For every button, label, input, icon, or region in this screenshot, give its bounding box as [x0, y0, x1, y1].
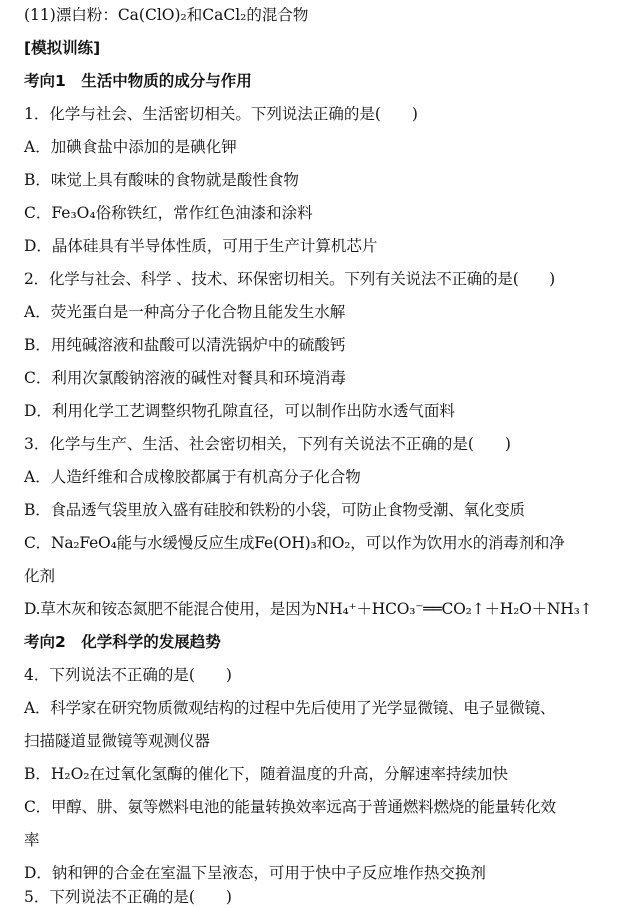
option-a: A．荧光蛋白是一种高分子化合物且能发生水解	[24, 303, 346, 321]
option-c: C．Fe₃O₄俗称铁红，常作红色油漆和涂料	[24, 204, 313, 222]
option-c: C．甲醇、肼、氨等燃料电池的能量转换效率远高于普通燃料燃烧的能量转化效	[24, 798, 556, 816]
text-line: (11)漂白粉：Ca(ClO)₂和CaCl₂的混合物	[24, 6, 309, 24]
option-d: D．钠和钾的合金在室温下呈液态，可用于快中子反应堆作热交换剂	[24, 864, 486, 882]
option-d: D．利用化学工艺调整织物孔隙直径，可以制作出防水透气面料	[24, 402, 455, 420]
subsection-heading: 考向1 生活中物质的成分与作用	[24, 72, 252, 90]
option-a: A．人造纤维和合成橡胶都属于有机高分子化合物	[24, 468, 361, 486]
option-d: D．晶体硅具有半导体性质，可用于生产计算机芯片	[24, 237, 378, 255]
question-4: 4．下列说法不正确的是( )	[24, 666, 232, 684]
option-a: A．科学家在研究物质微观结构的过程中先后使用了光学显微镜、电子显微镜、	[24, 699, 556, 717]
option-a-continued: 扫描隧道显微镜等观测仪器	[24, 732, 211, 750]
question-3: 3．化学与生产、生活、社会密切相关，下列有关说法不正确的是( )	[24, 435, 511, 453]
question-2: 2．化学与社会、科学 、技术、环保密切相关。下列有关说法不正确的是( )	[24, 270, 555, 288]
option-d: D.草木灰和铵态氮肥不能混合使用，是因为NH₄⁺＋HCO₃⁻══CO₂↑＋H₂O＋NH₃↑	[24, 600, 593, 618]
option-c: C．利用次氯酸钠溶液的碱性对餐具和环境消毒	[24, 369, 346, 387]
option-c-continued: 化剂	[24, 567, 56, 585]
question-5: 5．下列说法不正确的是( )	[24, 888, 232, 906]
option-c: C．Na₂FeO₄能与水缓慢反应生成Fe(OH)₃和O₂，可以作为饮用水的消毒剂和净	[24, 534, 565, 552]
option-b: B．食品透气袋里放入盛有硅胶和铁粉的小袋，可防止食物受潮、氧化变质	[24, 501, 525, 519]
question-1: 1．化学与社会、生活密切相关。下列说法正确的是( )	[24, 105, 418, 123]
option-b: B．味觉上具有酸味的食物就是酸性食物	[24, 171, 299, 189]
option-c-continued: 率	[24, 831, 40, 849]
section-heading: [模拟训练]	[24, 39, 101, 57]
option-a: A．加碘食盐中添加的是碘化钾	[24, 138, 237, 156]
option-b: B．用纯碱溶液和盐酸可以清洗锅炉中的硫酸钙	[24, 336, 346, 354]
option-b: B．H₂O₂在过氧化氢酶的催化下，随着温度的升高，分解速率持续加快	[24, 765, 509, 783]
subsection-heading: 考向2 化学科学的发展趋势	[24, 633, 221, 651]
